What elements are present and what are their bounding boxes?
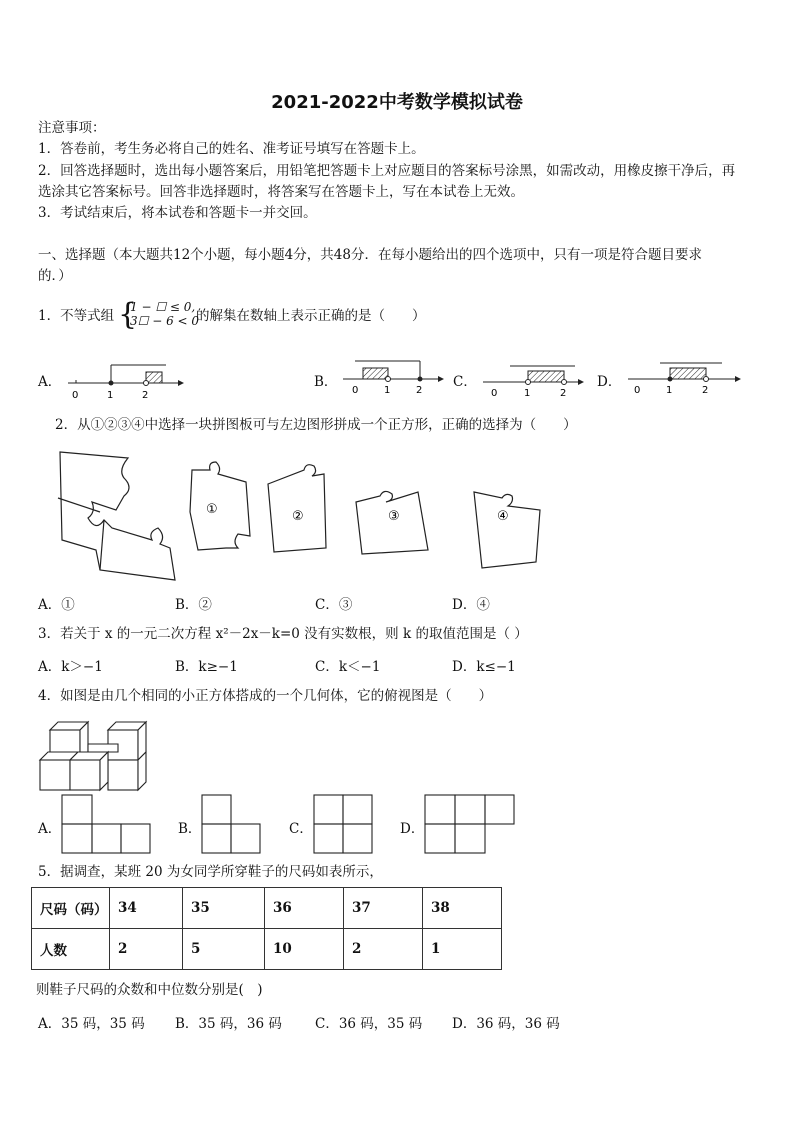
table-cell: 人数 [32, 929, 110, 970]
table-cell: 尺码（码） [32, 888, 110, 929]
brace-icon: { [118, 297, 138, 332]
tick-label: 2 [416, 385, 423, 396]
view-c [314, 795, 372, 853]
section-heading-cont: 的．） [38, 268, 72, 284]
table-cell: 5 [183, 929, 265, 970]
note-item: 选涂其它答案标号。回答非选择题时，将答案写在答题卡上，写在本试卷上无效。 [38, 184, 524, 200]
q1-ineq1: 1 − ☐ ≤ 0, [130, 300, 196, 314]
q4-option-c[interactable]: C． [289, 821, 313, 837]
table-row [32, 888, 502, 929]
number-line-b [343, 361, 444, 382]
q5-text: 5．据调查，某班 20 为女同学所穿鞋子的尺码如表所示， [38, 864, 383, 880]
piece-label: ② [292, 509, 304, 524]
q2-option-c[interactable]: C．③ [315, 597, 353, 613]
note-item: 3．考试结束后，将本试卷和答题卡一并交回。 [38, 205, 317, 221]
shoe-size-table [31, 887, 502, 970]
tick-label: 0 [72, 390, 79, 401]
q3-option-b[interactable]: B．k≥−1 [175, 659, 238, 675]
view-a [62, 795, 150, 853]
table-cell: 38 [423, 888, 502, 929]
number-line-c [483, 366, 584, 385]
table-cell: 36 [265, 888, 344, 929]
q2-text: 2．从①②③④中选择一块拼图板可与左边图形拼成一个正方形，正确的选择为（ ） [55, 417, 577, 433]
tick-label: 2 [702, 385, 709, 396]
tick-label: 1 [384, 385, 391, 396]
view-d [425, 795, 514, 853]
q3-text: 3．若关于 x 的一元二次方程 x²－2x－k=0 没有实数根，则 k 的取值范围是（ ） [38, 626, 528, 642]
tick-label: 1 [107, 390, 114, 401]
table-cell: 2 [110, 929, 183, 970]
table-cell: 37 [344, 888, 423, 929]
q5-question: 则鞋子尺码的众数和中位数分别是( ) [36, 982, 263, 998]
tick-label: 0 [352, 385, 359, 396]
number-line-a [68, 365, 184, 386]
tick-label: 0 [634, 385, 641, 396]
q5-option-c[interactable]: C．36 码，35 码 [315, 1016, 423, 1032]
note-item: 1．答卷前，考生务必将自己的姓名、准考证号填写在答题卡上。 [38, 141, 425, 157]
table-cell: 35 [183, 888, 265, 929]
tick-label: 2 [142, 390, 149, 401]
notes-heading: 注意事项： [38, 120, 106, 136]
q1-suffix: 的解集在数轴上表示正确的是（ ） [196, 308, 426, 324]
table-cell: 10 [265, 929, 344, 970]
q1-prefix: 1．不等式组 [38, 308, 115, 324]
q5-option-b[interactable]: B．35 码，36 码 [175, 1016, 282, 1032]
q5-option-d[interactable]: D．36 码，36 码 [452, 1016, 560, 1032]
section-heading: 一、选择题（本大题共12个小题，每小题4分，共48分．在每小题给出的四个选项中，只有一项是符合题目要求 [38, 247, 702, 263]
q4-option-a[interactable]: A． [38, 821, 62, 837]
table-cell: 2 [344, 929, 423, 970]
note-item: 2．回答选择题时，选出每小题答案后，用铅笔把答题卡上对应题目的答案标号涂黑，如需改动，用橡皮擦干净后，再 [38, 163, 736, 179]
q1-option-c[interactable]: C． [453, 374, 477, 390]
piece-label: ① [206, 502, 218, 517]
q1-ineq2: 3☐ − 6 < 0 [130, 314, 200, 328]
q4-option-b[interactable]: B． [178, 821, 202, 837]
table-cell: 34 [110, 888, 183, 929]
q1-option-b[interactable]: B． [314, 374, 338, 390]
q2-option-b[interactable]: B．② [175, 597, 212, 613]
q4-option-d[interactable]: D． [400, 821, 425, 837]
q1-option-d[interactable]: D． [597, 374, 622, 390]
tick-label: 1 [524, 388, 531, 399]
tick-label: 2 [560, 388, 567, 399]
piece-1-shape [190, 462, 250, 550]
number-lines [0, 355, 794, 405]
number-line-d [628, 363, 741, 382]
table-cell: 1 [423, 929, 502, 970]
puzzle-figure [0, 440, 794, 585]
page-title: 2021-2022中考数学模拟试卷 [271, 92, 523, 113]
piece-label: ④ [497, 509, 509, 524]
tick-label: 0 [491, 388, 498, 399]
piece-4-shape [474, 492, 540, 568]
q4-text: 4．如图是由几个相同的小正方体搭成的一个几何体，它的俯视图是（ ） [38, 688, 493, 704]
q3-option-d[interactable]: D．k≤−1 [452, 659, 516, 675]
q5-option-a[interactable]: A．35 码，35 码 [38, 1016, 145, 1032]
cube-and-views [0, 712, 794, 862]
main-puzzle-shape [60, 452, 175, 580]
view-b [202, 795, 260, 853]
q1-option-a[interactable]: A． [38, 374, 62, 390]
table-row [32, 929, 502, 970]
q3-option-a[interactable]: A．k＞−1 [38, 659, 103, 675]
q3-option-c[interactable]: C．k＜−1 [315, 659, 381, 675]
cube-solid [40, 722, 146, 790]
tick-label: 1 [666, 385, 673, 396]
q2-option-d[interactable]: D．④ [452, 597, 490, 613]
piece-label: ③ [388, 509, 400, 524]
q2-option-a[interactable]: A．① [38, 597, 75, 613]
